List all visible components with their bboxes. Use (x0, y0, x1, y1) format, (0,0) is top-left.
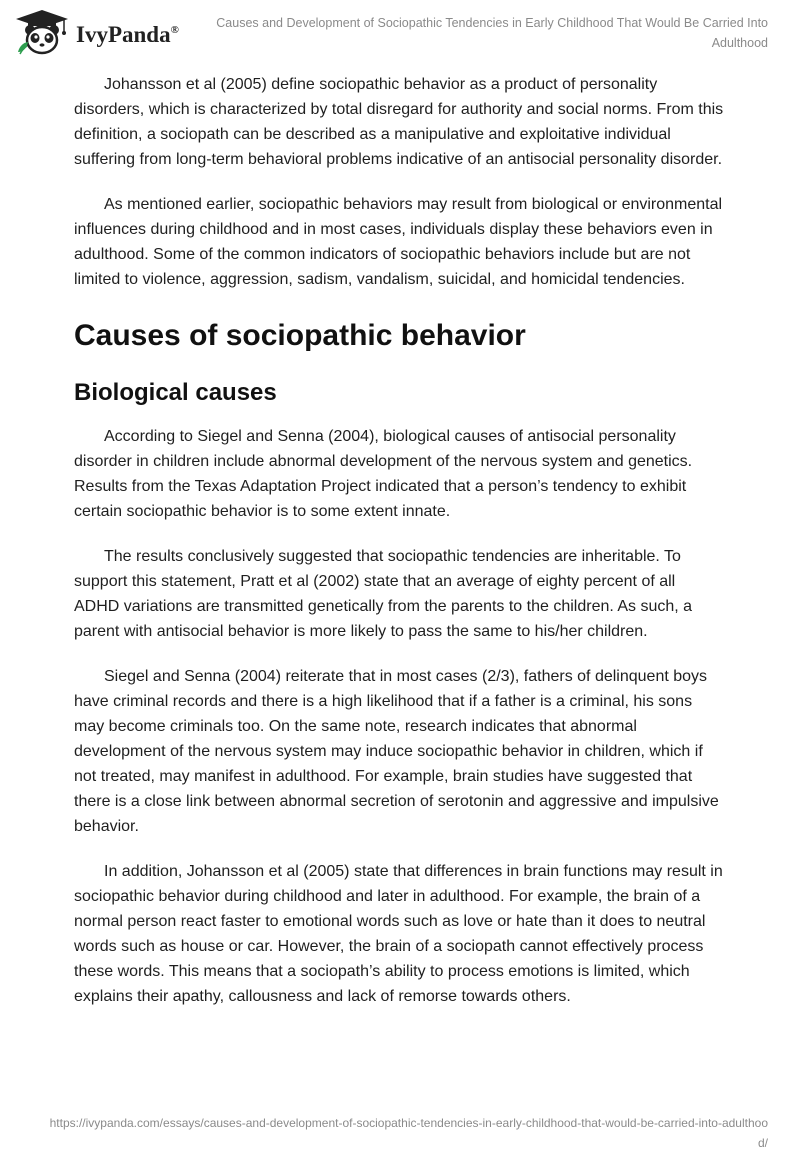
paragraph: Siegel and Senna (2004) reiterate that in most cases (2/3), fathers of delinquent boys have criminal records and there is a high likelihood that if a father is a criminal, his sons may become criminals too. On the same note, research indicates that abnormal development of the nervous system may induce sociopathic behavior in children, which if not treated, may manifest in adulthood. For example, brain studies have suggested that there is a close link between abnormal secretion of serotonin and aggressive and impulsive behavior. (74, 668, 719, 835)
paragraph: According to Siegel and Senna (2004), biological causes of antisocial personality disorder in children include abnormal development of the nervous system and genetics. Results from the Texas Adaptation Project indicated that a person’s tendency to exhibit certain sociopathic behavior is to some extent innate. (74, 428, 693, 520)
panda-graduate-icon (14, 8, 70, 56)
paragraph: In addition, Johansson et al (2005) state that differences in brain functions may result in sociopathic behavior during childhood and later in adulthood. For example, the brain of a normal person react faster to emotional words such as love or hate than it does to neutral words such as house or car. However, the brain of a sociopath cannot effectively process these words. This means that a sociopath’s ability to process emotions is limited, which explains their apathy, callousness and lack of remorse towards others. (74, 863, 723, 1005)
paragraph: The results conclusively suggested that sociopathic tendencies are inheritable. To support this statement, Pratt et al (2002) state that an average of eighty percent of all ADHD variations are transmitted genetically from the parents to the children. As such, a parent with antisocial behavior is more likely to pass the same to his/her children. (74, 548, 693, 640)
article-body (74, 72, 724, 1029)
document-title: Causes and Development of Sociopathic Tendencies in Early Childhood That Would Be Carried Into Adulthood (216, 16, 768, 50)
logo-wordmark: IvyPanda® (76, 22, 179, 47)
paragraph: As mentioned earlier, sociopathic behaviors may result from biological or environmental influences during childhood and in most cases, individuals display these behaviors even in adulthood. Some of the common indicators of sociopathic behaviors include but are not limited to violence, aggression, sadism, vandalism, suicidal, and homicidal tendencies. (74, 196, 723, 288)
paragraph: Johansson et al (2005) define sociopathic behavior as a product of personality disorders, which is characterized by total disregard for authority and social norms. From this definition, a sociopath can be described as a manipulative and exploitative individual suffering from long-term behavioral problems indicative of an antisocial personality disorder. (74, 76, 724, 168)
source-url-link[interactable]: https://ivypanda.com/essays/causes-and-development-of-sociopathic-tendencies-in-early-childhood-that-would-be-carried-into-adulthood/ (49, 1116, 768, 1150)
page-header (0, 0, 800, 60)
section-heading: Causes of sociopathic behavior (74, 319, 526, 352)
ivypanda-logo[interactable] (14, 8, 179, 56)
subsection-heading: Biological causes (74, 379, 277, 406)
